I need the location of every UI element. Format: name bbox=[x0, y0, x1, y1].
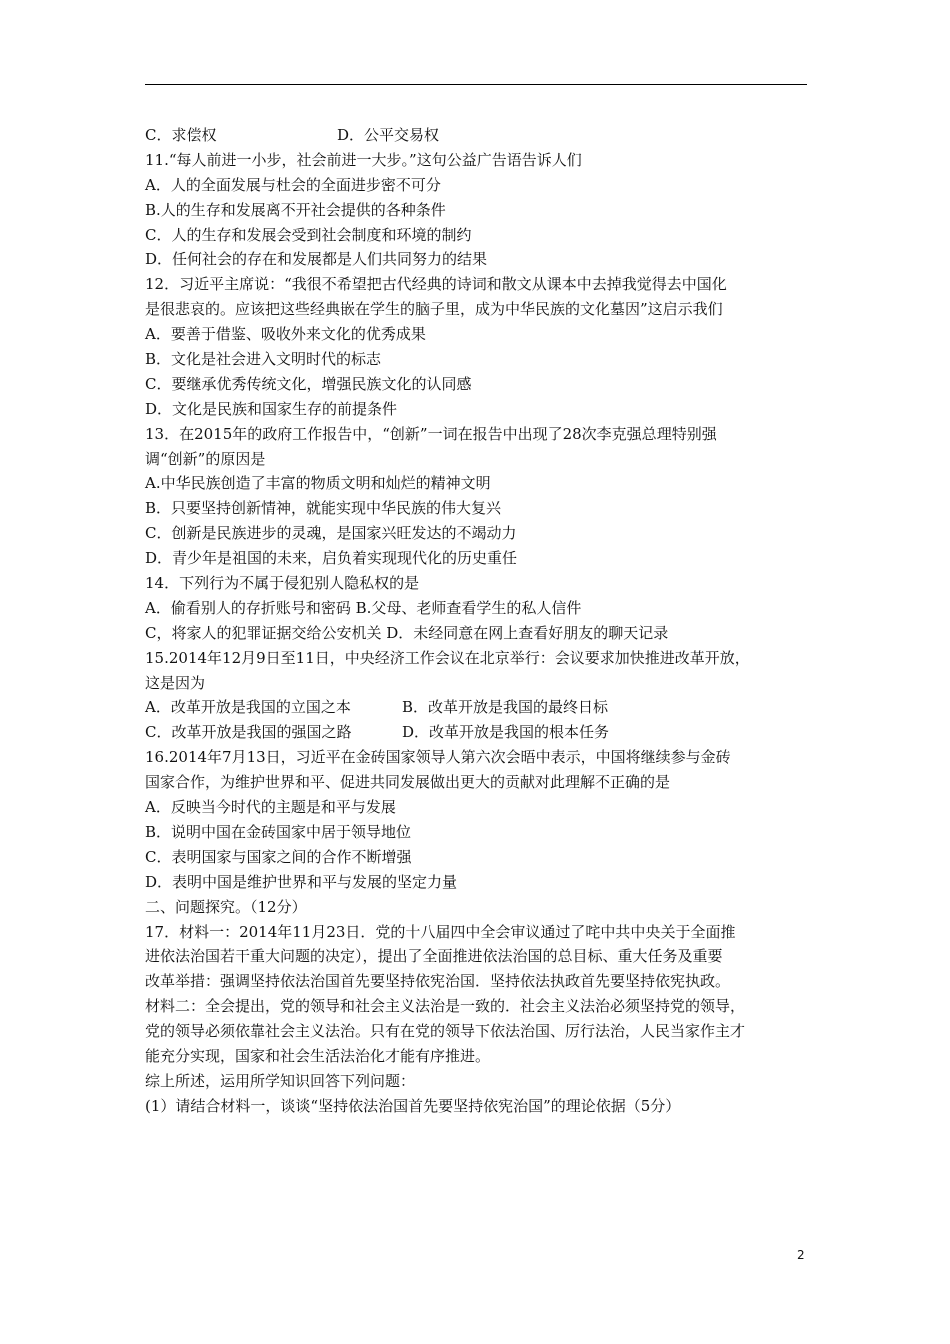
q15-option-a: A．改革开放是我国的立国之本 bbox=[145, 698, 351, 717]
q17-summary: 综上所述，运用所学知识回答下列问题： bbox=[145, 1071, 416, 1090]
q14-options-ab: A．偷看别人的存折账号和密码 B.父母、老师查看学生的私人信件 bbox=[145, 598, 582, 617]
q15-option-b: B．改革开放是我国的最终日标 bbox=[402, 698, 609, 717]
q15-option-c: C．改革开放是我国的强国之路 bbox=[145, 723, 352, 742]
q11-option-a: A．人的全面发展与杜会的全面进步密不可分 bbox=[145, 175, 441, 194]
q14-stem: 14．下列行为不属于侵犯别人隐私权的是 bbox=[145, 574, 420, 593]
q17-subquestion-1: (1）请结合材料一，谈谈“坚持依法治国首先要坚持依宪治国”的理论依据（5分） bbox=[145, 1096, 681, 1115]
q17-material2-line2: 党的领导必须依靠社会主义法治。只有在党的领导下依法治国、厉行法治，人民当家作主才 bbox=[145, 1022, 746, 1041]
q13-stem-line2: 调“创新”的原因是 bbox=[145, 449, 266, 468]
q15-option-d: D．改革开放是我国的根本任务 bbox=[402, 723, 610, 742]
q12-option-b: B．文化是社会进入文明时代的标志 bbox=[145, 350, 382, 369]
q17-material2-line3: 能充分实现，国家和社会生活法治化才能有序推进。 bbox=[145, 1046, 491, 1065]
q13-stem-line1: 13．在2015年的政府工作报告中，“创新”一词在报告中出现了28次李克强总理特别强 bbox=[145, 424, 717, 443]
q12-option-c: C．要继承优秀传统文化，增强民族文化的认同感 bbox=[145, 374, 472, 393]
q12-stem-line1: 12．习近平主席说：“我很不希望把古代经典的诗词和散文从课本中去掉我觉得去中国化 bbox=[145, 275, 727, 294]
q16-option-c: C．表明国家与国家之间的合作不断增强 bbox=[145, 847, 412, 866]
header-rule bbox=[145, 84, 807, 85]
q16-stem-line2: 国家合作，为维护世界和平、促进共同发展做出更大的贡献对此理解不正确的是 bbox=[145, 773, 671, 792]
q11-option-c: C．人的生存和发展会受到社会制度和环境的制约 bbox=[145, 225, 472, 244]
q13-option-d: D．青少年是祖国的未来，启负着实现现代化的历史重任 bbox=[145, 549, 518, 568]
q13-option-c: C．创新是民族进步的灵魂，是国家兴旺发达的不竭动力 bbox=[145, 524, 517, 543]
q15-options-ab bbox=[145, 695, 815, 720]
q12-option-d: D．文化是民族和国家生存的前提条件 bbox=[145, 399, 398, 418]
q10-option-d: D．公平交易权 bbox=[337, 126, 440, 144]
q17-material1-line1: 17．材料一：2014年11月23日．党的十八届四中全会审议通过了咤中共中央关于全面推 bbox=[145, 922, 736, 941]
q16-option-a: A．反映当今时代的主题是和平与发展 bbox=[145, 798, 396, 817]
q16-option-d: D．表明中国是维护世界和平与发展的坚定力量 bbox=[145, 872, 458, 891]
q11-option-b: B.人的生存和发展离不开社会提供的各种条件 bbox=[145, 200, 446, 219]
q15-stem-line2: 这是因为 bbox=[145, 673, 206, 692]
q17-material1-line3: 改革举措：强调坚持依法治国首先要坚持依宪治国．坚持依法执政首先要坚持依宪执政。 bbox=[145, 972, 731, 991]
section-heading: 二、问题探究。（12分） bbox=[145, 897, 307, 916]
q16-stem-line1: 16.2014年7月13日，习近平在金砖国家领导人第六次会晤中表示，中国将继续参与金砖 bbox=[145, 748, 731, 767]
q11-option-d: D．任何社会的存在和发展都是人们共同努力的结果 bbox=[145, 250, 488, 269]
q14-options-cd: C，将家人的犯罪证据交给公安机关 D．未经同意在网上查看好朋友的聊天记录 bbox=[145, 623, 669, 642]
q11-stem: 11.“每人前进一小步，社会前进一大步。”这句公益广告语告诉人们 bbox=[145, 150, 582, 169]
q10-options-cd bbox=[145, 123, 815, 148]
q17-material2-line1: 材料二：全会提出，党的领导和社会主义法治是一致的．社会主义法治必须坚持党的领导， bbox=[145, 997, 746, 1016]
q10-option-c: C．求偿权 bbox=[145, 126, 217, 144]
q13-option-a: A.中华民族创造了丰富的物质文明和灿烂的精神文明 bbox=[145, 474, 491, 493]
q12-option-a: A．要善于借鉴、吸收外来文化的优秀成果 bbox=[145, 325, 426, 344]
q12-stem-line2: 是很悲哀的。应该把这些经典嵌在学生的脑子里，成为中华民族的文化墓因”这启示我们 bbox=[145, 300, 723, 319]
q17-material1-line2: 进依法治国若干重大问题的决定），提出了全面推进依法治国的总目标、重大任务及重要 bbox=[145, 947, 723, 966]
exam-content bbox=[145, 123, 815, 1119]
q15-stem-line1: 15.2014年12月9日至11日，中央经济工作会议在北京举行：会议要求加快推进改革开放， bbox=[145, 648, 750, 667]
page-number: 2 bbox=[797, 1248, 805, 1262]
q13-option-b: B．只要坚持创新情神，就能实现中华民族的伟大复兴 bbox=[145, 499, 502, 518]
q15-options-cd bbox=[145, 720, 815, 745]
q16-option-b: B．说明中国在金砖国家中居于领导地位 bbox=[145, 822, 412, 841]
